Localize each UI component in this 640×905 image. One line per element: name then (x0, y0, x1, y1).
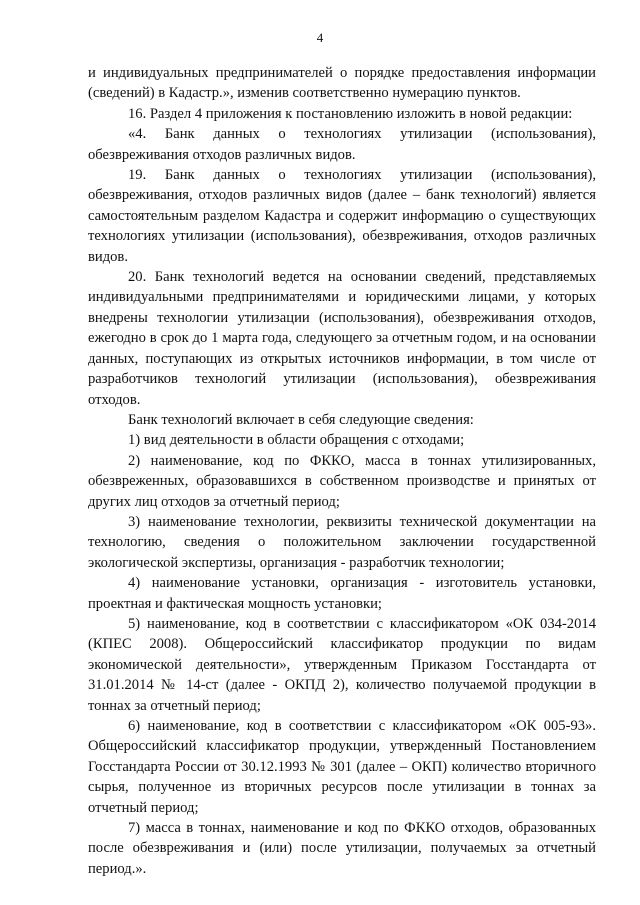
list-item-5: 5) наименование, код в соответствии с классификатором «ОК 034-2014 (КПЕС 2008). Общероссийский классификатор продукции по видам экономической деятельности», утвержденным Приказом Госстандарта от 31.01.2014 № 14-ст (далее - ОКПД 2), количество получаемой продукции в тоннах за отчетный период; (88, 615, 596, 714)
paragraph-item-20: 20. Банк технологий ведется на основании сведений, представляемых индивидуальными предпринимателями и юридическими лицами, у которых внедрены технологии утилизации (использования), обезвреживания отходов, ежегодно в срок до 1 марта года, следующего за отчетным годом, и на основании данных, поступающих из открытых источников информации, в том числе от разработчиков технологий утилизации (использования), обезвреживания отходов. (88, 269, 596, 408)
list-item-2: 2) наименование, код по ФККО, масса в тоннах утилизированных, обезвреженных, образовавшихся в собственном производстве и принятых от других лиц отходов за отчетный период; (88, 452, 596, 510)
paragraph-continuation: и индивидуальных предпринимателей о порядке предоставления информации (сведений) в Кадастр.», изменив соответственно нумерацию пунктов. (88, 65, 596, 102)
list-item-6: 6) наименование, код в соответствии с классификатором «ОК 005-93». Общероссийский классификатор продукции, утвержденный Постановлением Госстандарта России от 30.12.1993 № 301 (далее – ОКП) количество вторичного сырья, полученное из вторичных ресурсов после утилизации в тоннах за отчетный период; (88, 718, 596, 816)
page-number: 4 (316, 30, 324, 45)
paragraph-item-19: 19. Банк данных о технологиях утилизации (использования), обезвреживания, отходов различных видов (далее – банк технологий) является самостоятельным разделом Кадастра и содержит информацию о существующих технологиях утилизации (использования), обезвреживания, отходов различных видов. (88, 167, 596, 265)
list-item-4: 4) наименование установки, организация - изготовитель установки, проектная и фактическая мощность установки; (88, 575, 596, 612)
document-body (88, 63, 596, 879)
list-item-1: 1) вид деятельности в области обращения с отходами; (128, 432, 465, 449)
paragraph-item-16: 16. Раздел 4 приложения к постановлению изложить в новой редакции: (128, 105, 573, 122)
list-item-7: 7) масса в тоннах, наименование и код по ФККО отходов, образованных после обезвреживания и (или) после утилизации, получаемых за отчетный период.». (88, 820, 596, 877)
paragraph-section-4-title: «4. Банк данных о технологиях утилизации (использования), обезвреживания отходов различных видов. (88, 126, 596, 163)
list-item-3: 3) наименование технологии, реквизиты технической документации на технологию, сведения о положительном заключении государственной экологической экспертизы, организация - разработчик технологии; (88, 513, 596, 571)
paragraph-list-intro: Банк технологий включает в себя следующие сведения: (128, 411, 474, 428)
